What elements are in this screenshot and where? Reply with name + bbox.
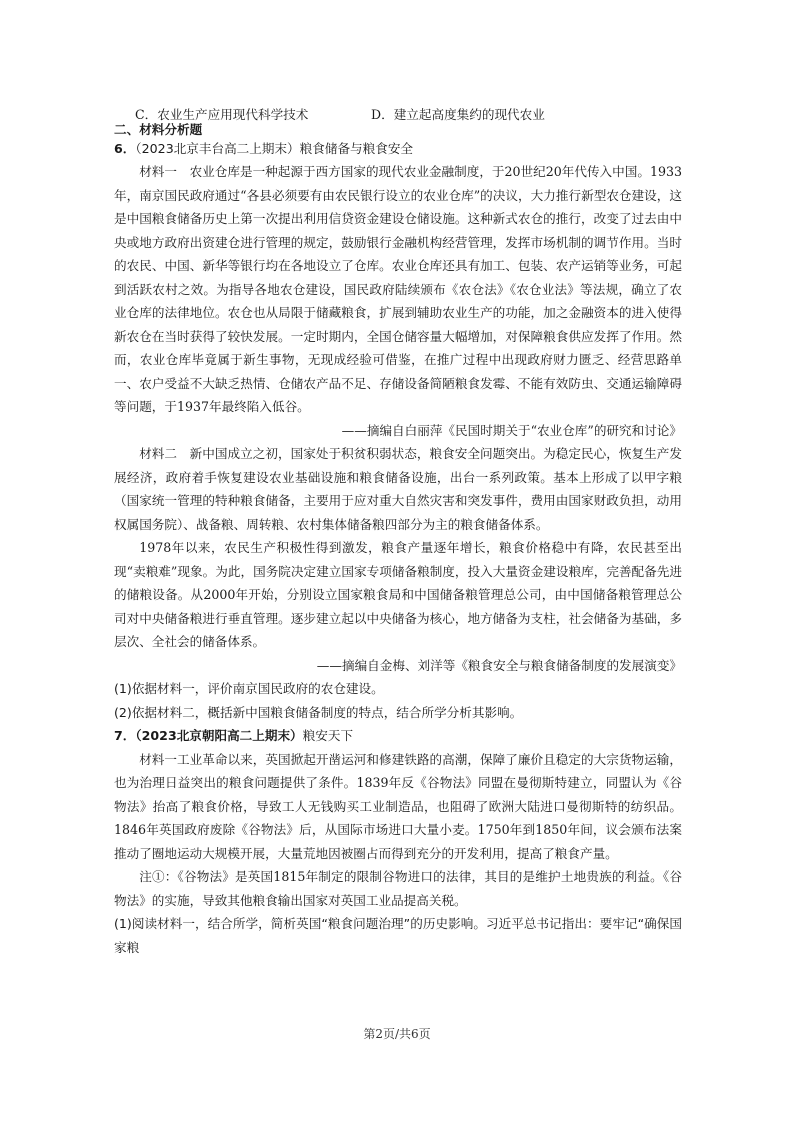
question-6-material-2b: 1978年以来，农民生产积极性得到激发，粮食产量逐年增长，粮食价格稳中有降，农民甚至出现“卖粮难”现象。为此，国务院决定建立国家专项储备粮制度，投入大量资金建设粮库，完善配备先进的储粮设备。从2000年开始，分别设立国家粮食局和中国储备粮管理总公司，由中国储备粮管理总公司对中央储备粮进行垂直管理。逐步建立起以中央储备为核心，地方储备为支柱，社会储备为基础，多层次、全社会的储备体系。 xyxy=(114,540,682,649)
question-7-topic: 粮安天下 xyxy=(302,728,354,743)
question-7-source: （2023北京朝阳高二上期末） xyxy=(135,728,303,743)
question-6-material-1: 材料一 农业仓库是一种起源于西方国家的现代农业金融制度，于20世纪20年代传入中国。1933年，南京国民政府通过“各县必须要有由农民银行设立的农业仓库”的决议，大力推行新型农仓建设，这是中国粮食储备历史上第一次提出利用信贷资金建设仓储设施。这种新式农仓的推行，改变了过去由中央或地方政府出资建仓进行管理的规定，鼓励银行金融机构经营管理，发挥市场机制的调节作用。当时的农民、中国、新华等银行均在各地设立了仓库。农业仓库还具有加工、包装、农产运销等业务，可起到活跃农村之效。为指导各地农仓建设，国民政府陆续颁布《农仓法》《农仓业法》等法规，确立了农业仓库的法律地位。农仓也从局限于储藏粮食，扩展到辅助农业生产的功能，加之金融资本的进入使得新农仓在当时获得了较快发展。一定时期内，全国仓储容量大幅增加，对保障粮食供应发挥了作用。然而，农业仓库毕竟属于新生事物，无现成经验可借鉴，在推广过程中出现政府财力匮乏、经营思路单一、农户受益不大缺乏热情、仓储农产品不足、存储设备简陋粮食发霉、不能有效防虫、交通运输障碍等问题，于1937年最终陷入低谷。 xyxy=(114,164,682,414)
question-6-material-2a: 材料二 新中国成立之初，国家处于积贫积弱状态，粮食安全问题突出。为稳定民心，恢复生产发展经济，政府着手恢复建设农业基础设施和粮食储备设施，出台一系列政策。基本上形成了以甲字粮（国家统一管理的特种粮食储备，主要用于应对重大自然灾害和突发事件，费用由国家财政负担，动用权属国务院）、战备粮、周转粮、农村集体储备粮四部分为主的粮食储备体系。 xyxy=(114,446,682,532)
option-c: C．农业生产应用现代科学技术 xyxy=(135,107,309,122)
page-footer: 第2页/共6页 xyxy=(363,1027,431,1041)
question-6-sub-2: (2)依据材料二，概括新中国粮食储备制度的特点，结合所学分析其影响。 xyxy=(114,704,523,720)
section-title: 二、材料分析题 xyxy=(114,121,203,137)
question-6-sub-1: (1)依据材料一，评价南京国民政府的农仓建设。 xyxy=(114,681,384,696)
question-6-topic: 粮食储备与粮食安全 xyxy=(299,140,413,156)
question-7-note: 注①：《谷物法》是英国1815年制定的限制谷物进口的法律，其目的是维护土地贵族的利益。《谷物法》的实施，导致其他粮食输出国家对英国工业品提高关税。 xyxy=(114,869,682,908)
question-7-material-1: 材料一工业革命以来，英国掀起开凿运河和修建铁路的高潮，保障了廉价且稳定的大宗货物运输，也为治理日益突出的粮食问题提供了条件。1839年反《谷物法》同盟在曼彻斯特建立，同盟认为《谷物法》抬高了粮食价格，导致工人无钱购买工业制造品，也阻碍了欧洲大陆进口曼彻斯特的纺织品。1846年英国政府废除《谷物法》后，从国际市场进口大量小麦。1750年到1850年间，议会颁布法案推动了圈地运动大规模开展，大量荒地因被圈占而得到充分的开发利用，提高了粮食产量。 xyxy=(114,751,682,861)
question-7-sub-1: (1)阅读材料一，结合所学，简析英国“粮食问题治理”的历史影响。习近平总书记指出：要牢记“确保国家粮 xyxy=(114,916,682,955)
question-7-header xyxy=(114,724,682,748)
option-d: D．建立起高度集约的现代农业 xyxy=(371,107,545,122)
question-6-citation-1: ——摘编自白丽萍《民国时期关于“农业仓库”的研究和讨论》 xyxy=(341,422,682,438)
question-7-number: 7． xyxy=(114,728,136,743)
question-6-source: （2023北京丰台高二上期末） xyxy=(135,140,300,156)
question-6-number: 6． xyxy=(114,140,136,156)
page-content xyxy=(114,103,682,959)
question-6-header xyxy=(114,137,682,161)
question-6-citation-2: ——摘编自金梅、刘洋等《粮食安全与粮食储备制度的发展演变》 xyxy=(316,657,682,673)
